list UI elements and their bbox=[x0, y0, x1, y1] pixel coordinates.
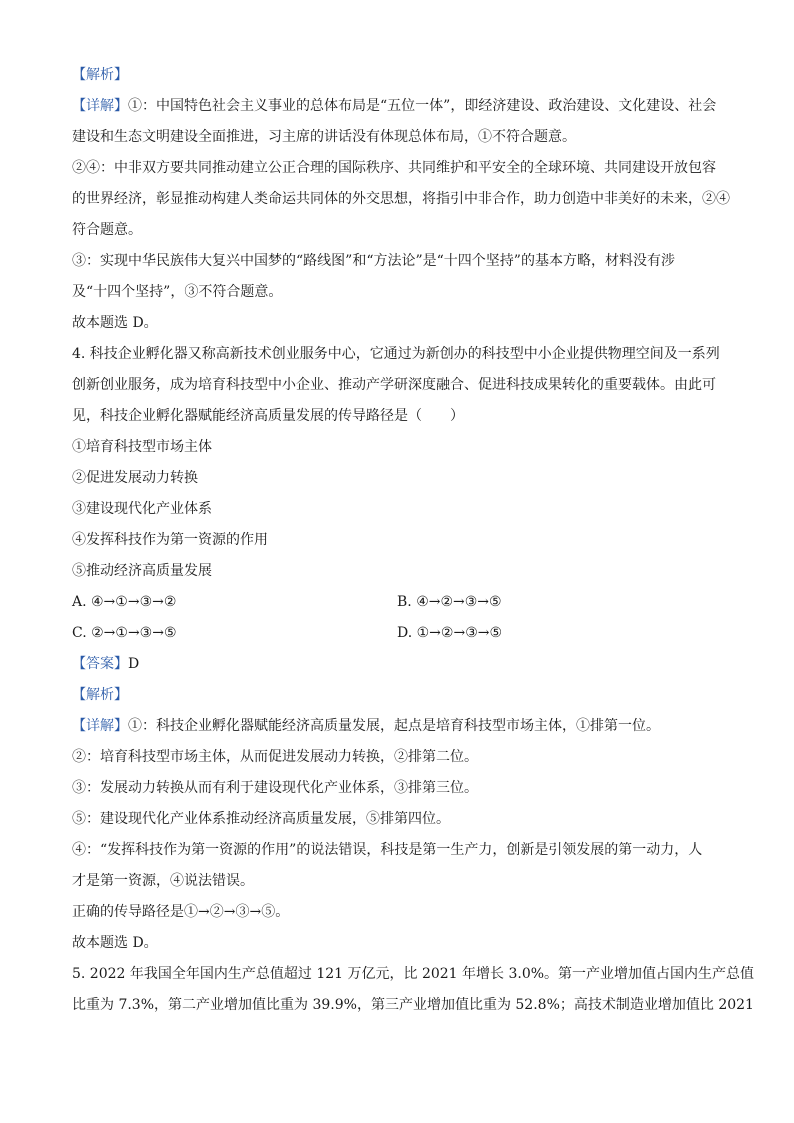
question-item: ①培育科技型市场主体 bbox=[72, 439, 212, 455]
answer-tag: 【答案】 bbox=[72, 656, 128, 672]
question-item: ⑤推动经济高质量发展 bbox=[72, 563, 212, 579]
conclusion-line: 故本题选 D。 bbox=[72, 935, 158, 951]
question-item: ②促进发展动力转换 bbox=[72, 470, 198, 486]
question-stem: 5. 2022 年我国全年国内生产总值超过 121 万亿元，比 2021 年增长 3.0%。第一产业增加值占国内生产总值 bbox=[72, 966, 755, 982]
detail-line bbox=[72, 91, 724, 122]
question-stem: 比重为 7.3%，第二产业增加值比重为 39.9%，第三产业增加值比重为 52.8%；高技术制造业增加值比 2021 bbox=[72, 997, 754, 1013]
detail-line: ③：发展动力转换从而有利于建设现代化产业体系，③排第三位。 bbox=[72, 780, 478, 796]
option-a: A. ④→①→③→② bbox=[72, 594, 177, 610]
detail-line: 的世界经济，彰显推动构建人类命运共同体的外交思想，将指引中非合作，助力创造中非美好的未来，②④ bbox=[72, 191, 730, 207]
detail-line: ②④：中非双方要共同推动建立公正合理的国际秩序、共同维护和平安全的全球环境、共同建设开放包容 bbox=[72, 160, 716, 176]
detail-line: ②：培育科技型市场主体，从而促进发展动力转换，②排第二位。 bbox=[72, 749, 478, 765]
detail-tag: 【详解】 bbox=[72, 718, 128, 734]
option-c: C. ②→①→③→⑤ bbox=[72, 625, 177, 641]
detail-tag: 【详解】 bbox=[72, 98, 128, 114]
document-page bbox=[72, 60, 755, 1021]
option-d: D. ①→②→③→⑤ bbox=[397, 625, 503, 641]
detail-line: ④：“发挥科技作为第一资源的作用”的说法错误，科技是第一生产力，创新是引领发展的第一动力，人 bbox=[72, 842, 703, 858]
detail-line: 符合题意。 bbox=[72, 222, 142, 238]
options-row bbox=[72, 618, 724, 649]
analysis-heading: 【解析】 bbox=[72, 67, 128, 83]
question-item: ④发挥科技作为第一资源的作用 bbox=[72, 532, 268, 548]
detail-line: 正确的传导路径是①→②→③→⑤。 bbox=[72, 904, 290, 920]
detail-line: ③：实现中华民族伟大复兴中国梦的“路线图”和“方法论”是“十四个坚持”的基本方略，材料没有涉 bbox=[72, 253, 675, 269]
question-stem: 见，科技企业孵化器赋能经济高质量发展的传导路径是（ ） bbox=[72, 408, 464, 424]
question-stem: 创新创业服务，成为培育科技型中小企业、推动产学研深度融合、促进科技成果转化的重要载体。由此可 bbox=[72, 377, 716, 393]
answer-line bbox=[72, 649, 724, 680]
detail-line: ⑤：建设现代化产业体系推动经济高质量发展，⑤排第四位。 bbox=[72, 811, 450, 827]
conclusion-line: 故本题选 D。 bbox=[72, 315, 158, 331]
analysis-heading: 【解析】 bbox=[72, 687, 128, 703]
answer-value: D bbox=[128, 656, 140, 672]
detail-line: 才是第一资源，④说法错误。 bbox=[72, 873, 254, 889]
options-row bbox=[72, 587, 724, 618]
detail-text: ①：中国特色社会主义事业的总体布局是“五位一体”，即经济建设、政治建设、文化建设、社会 bbox=[128, 98, 717, 114]
option-b: B. ④→②→③→⑤ bbox=[397, 594, 502, 610]
question-stem: 4. 科技企业孵化器又称高新技术创业服务中心，它通过为新创办的科技型中小企业提供物理空间及一系列 bbox=[72, 346, 720, 362]
question-item: ③建设现代化产业体系 bbox=[72, 501, 212, 517]
detail-line: 及“十四个坚持”，③不符合题意。 bbox=[72, 284, 283, 300]
detail-line bbox=[72, 711, 724, 742]
detail-line: 建设和生态文明建设全面推进，习主席的讲话没有体现总体布局，①不符合题意。 bbox=[72, 129, 576, 145]
detail-text: ①：科技企业孵化器赋能经济高质量发展，起点是培育科技型市场主体，①排第一位。 bbox=[128, 718, 660, 734]
